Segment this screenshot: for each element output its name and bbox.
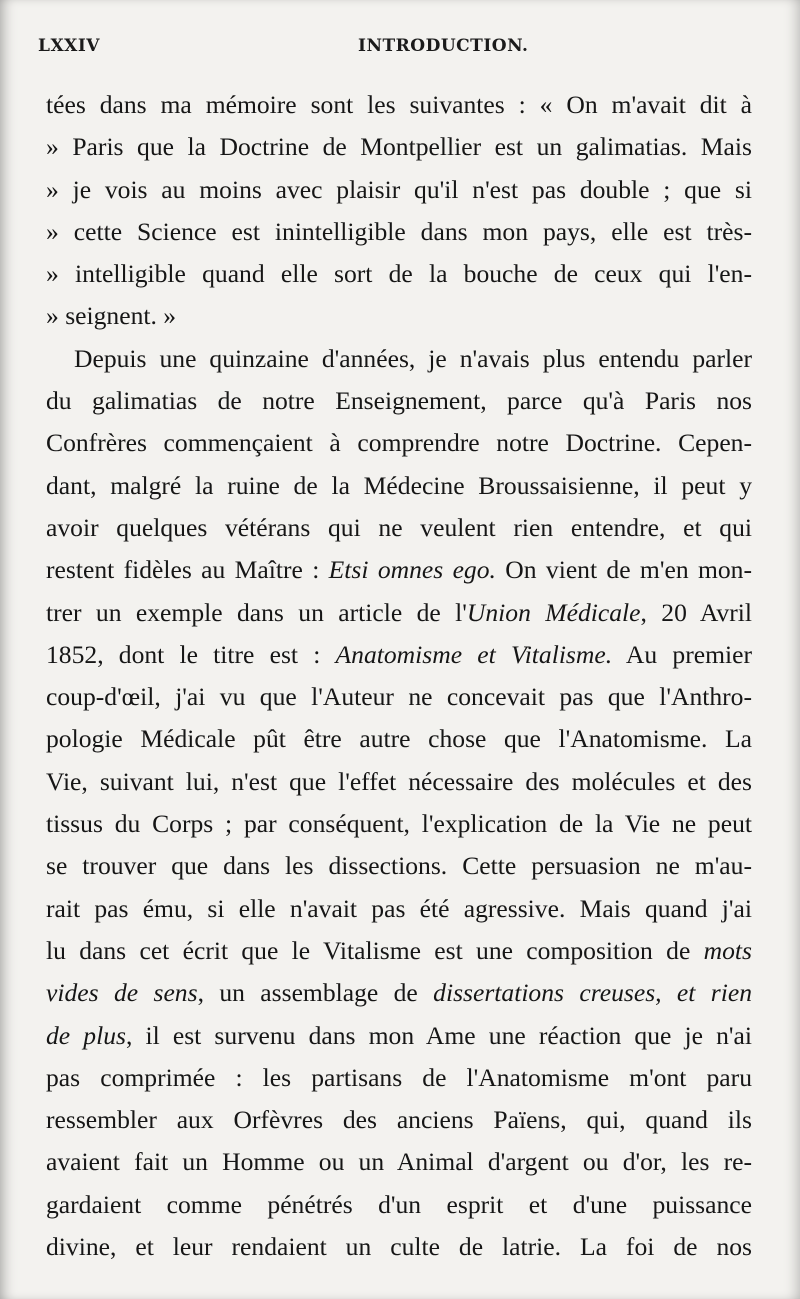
text-line: [46, 465, 752, 507]
text-line: [46, 380, 752, 422]
body-text: [46, 84, 752, 1268]
text-segment: trer un exemple dans un article de l': [46, 597, 467, 627]
page-number: LXXIV: [38, 36, 100, 56]
text-segment: Depuis une quinzaine d'années, je n'avais plus entendu parler: [74, 343, 752, 373]
text-line: [46, 718, 752, 760]
italic-text: mots: [703, 935, 752, 965]
text-line: [46, 1057, 752, 1099]
text-line: [46, 1099, 752, 1141]
text-line: [46, 761, 752, 803]
text-segment: » cette Science est inintelligible dans mon pays, elle est très-: [46, 216, 752, 246]
text-segment: gardaient comme pénétrés d'un esprit et d'une puissance: [46, 1189, 752, 1219]
text-segment: Vie, suivant lui, n'est que l'effet nécessaire des molécules et des: [46, 766, 752, 796]
text-line: [46, 845, 752, 887]
text-segment: pologie Médicale pût être autre chose que l'Anatomisme. La: [46, 724, 752, 754]
text-segment: Confrères commençaient à comprendre notre Doctrine. Cepen-: [46, 428, 752, 458]
text-line: [46, 1015, 752, 1057]
text-line: [46, 1226, 752, 1268]
text-segment: » intelligible quand elle sort de la bouche de ceux qui l'en-: [46, 259, 752, 289]
text-line: [46, 169, 752, 211]
text-segment: » seignent. »: [46, 301, 177, 331]
text-segment: , il est survenu dans mon Ame une réaction que je n'ai: [125, 1020, 752, 1050]
text-line: [46, 972, 752, 1014]
text-line: [46, 253, 752, 295]
text-segment: ressembler aux Orfèvres des anciens Païens, qui, quand ils: [46, 1105, 752, 1135]
text-segment: » je vois au moins avec plaisir qu'il n'est pas double ; que si: [46, 174, 752, 204]
text-segment: rait pas ému, si elle n'avait pas été agressive. Mais quand j'ai: [46, 893, 752, 923]
text-line: [46, 211, 752, 253]
text-segment: lu dans cet écrit que le Vitalisme est une composition de: [46, 935, 704, 965]
text-line: [46, 422, 752, 464]
text-segment: , 20 Avril: [640, 597, 752, 627]
text-line: [46, 338, 752, 380]
italic-text: Etsi omnes ego.: [328, 555, 496, 585]
italic-text: Union Médicale: [466, 597, 641, 627]
text-segment: tissus du Corps ; par conséquent, l'explication de la Vie ne peut: [46, 809, 752, 839]
text-segment: tées dans ma mémoire sont les suivantes : « On m'avait dit à: [46, 90, 752, 119]
text-line: [46, 803, 752, 845]
text-segment: restent fidèles au Maître :: [46, 555, 329, 585]
text-line: [46, 549, 752, 591]
text-segment: 1852, dont le titre est :: [46, 639, 336, 669]
text-line: [46, 1141, 752, 1183]
italic-text: vides de sens: [46, 978, 198, 1008]
text-line: [46, 295, 752, 337]
italic-text: dissertations creuses, et rien: [433, 978, 752, 1008]
text-segment: , un assemblage de: [197, 978, 434, 1008]
text-segment: On vient de m'en mon-: [495, 555, 752, 585]
text-segment: se trouver que dans les dissections. Cette persuasion ne m'au-: [46, 851, 752, 881]
text-segment: coup-d'œil, j'ai vu que l'Auteur ne concevait pas que l'Anthro-: [46, 682, 752, 712]
text-line: [46, 1184, 752, 1226]
text-line: [46, 126, 752, 168]
running-title: INTRODUCTION.: [358, 36, 529, 56]
text-segment: avoir quelques vétérans qui ne veulent rien entendre, et qui: [46, 512, 752, 542]
text-line: [46, 888, 752, 930]
text-line: [46, 507, 752, 549]
text-segment: avaient fait un Homme ou un Animal d'argent ou d'or, les re-: [46, 1147, 752, 1177]
text-segment: pas comprimée : les partisans de l'Anatomisme m'ont paru: [46, 1062, 752, 1092]
text-line: [46, 84, 752, 126]
text-line: [46, 676, 752, 718]
text-segment: dant, malgré la ruine de la Médecine Broussaisienne, il peut y: [46, 470, 752, 500]
text-segment: » Paris que la Doctrine de Montpellier est un galimatias. Mais: [46, 132, 752, 162]
text-line: [46, 634, 752, 676]
running-header: [38, 30, 750, 62]
text-line: [46, 592, 752, 634]
text-segment: du galimatias de notre Enseignement, parce qu'à Paris nos: [46, 386, 752, 416]
text-segment: divine, et leur rendaient un culte de latrie. La foi de nos: [46, 1232, 752, 1262]
text-segment: Au premier: [612, 639, 752, 669]
text-line: [46, 930, 752, 972]
italic-text: de plus: [46, 1020, 126, 1050]
italic-text: Anatomisme et Vitalisme.: [335, 639, 613, 669]
